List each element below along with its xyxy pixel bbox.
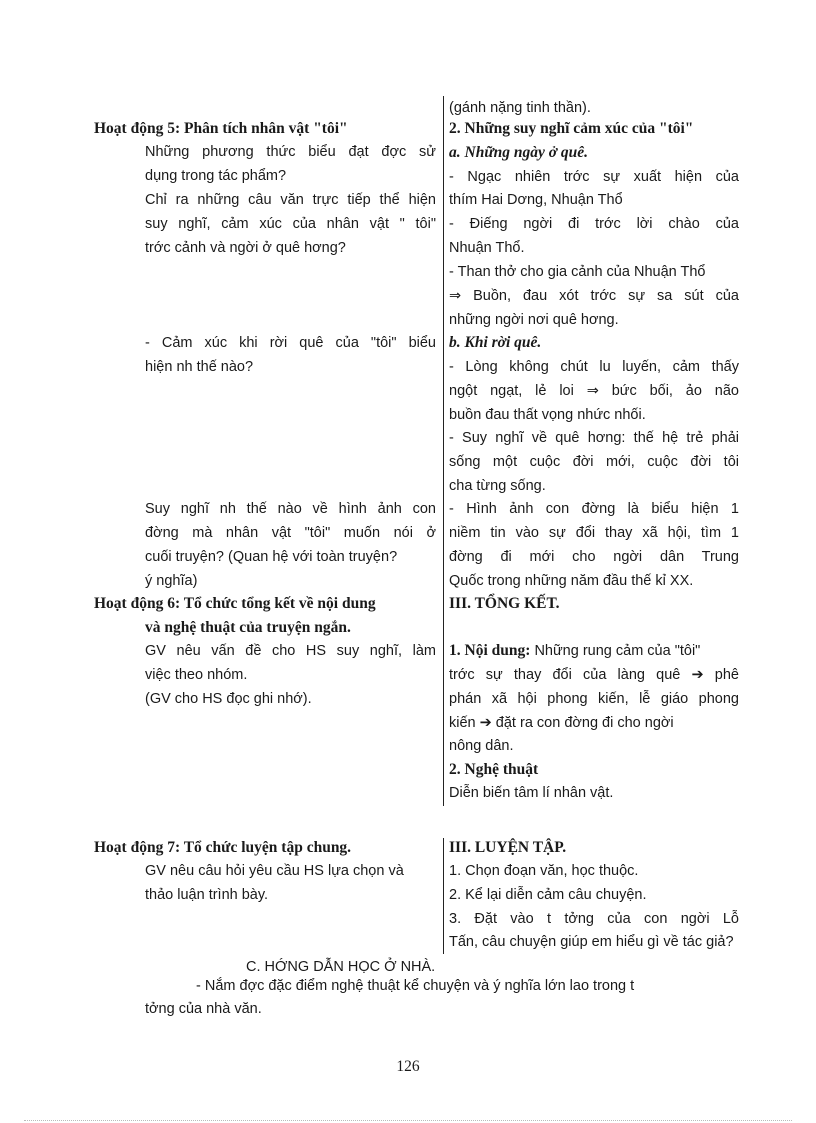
content-line: 2. Kể lại diễn cảm câu chuyện. xyxy=(449,887,647,903)
content-line: thím Hai Dơng, Nhuận Thổ xyxy=(449,192,623,208)
subsection-b-heading: b. Khi rời quê. xyxy=(449,334,542,351)
content-line: - Điếng ngời đi trớc lời chào của xyxy=(449,216,739,232)
content-line: - Hình ảnh con đờng là biểu hiện 1 xyxy=(449,501,739,517)
art-heading: 2. Nghệ thuật xyxy=(449,761,539,778)
content-line: Tấn, câu chuyện giúp em hiểu gì về tác giả? xyxy=(449,934,734,950)
activity-6-heading-a: Hoạt động 6: Tổ chức tổng kết về nội dung xyxy=(94,595,376,612)
activity-5-question-2c: trớc cảnh và ngời ở quê hơng? xyxy=(145,240,346,256)
column-divider-1 xyxy=(443,96,444,806)
activity-5-question-4d: ý nghĩa) xyxy=(145,573,198,589)
activity-5-question-4b: đờng mà nhân vật "tôi" muốn nói ở xyxy=(145,525,436,541)
column-divider-2 xyxy=(443,838,444,954)
bottom-rule xyxy=(24,1120,792,1121)
content-line: 1. Nội dung: Những rung cảm của "tôi" xyxy=(449,642,701,659)
activity-5-heading: Hoạt động 5: Phân tích nhân vật "tôi" xyxy=(94,120,348,137)
section-3-heading: III. TỔNG KẾT. xyxy=(449,595,560,612)
content-line: ⇒ Buồn, đau xót trớc sự sa sút của xyxy=(449,288,739,304)
content-line: niềm tin vào sự đổi thay xã hội, tìm 1 xyxy=(449,525,739,541)
content-line: - Ngạc nhiên trớc sự xuất hiện của xyxy=(449,169,739,185)
content-line: Quốc trong những năm đầu thế kỉ XX. xyxy=(449,573,694,589)
activity-5-question-2a: Chỉ ra những câu văn trực tiếp thể hiện xyxy=(145,192,436,208)
activity-5-question-4a: Suy nghĩ nh thế nào về hình ảnh con xyxy=(145,501,436,517)
content-line: 1. Chọn đoạn văn, học thuộc. xyxy=(449,863,639,879)
content-line: sống một cuộc đời mới, cuộc đời tôi xyxy=(449,454,739,470)
content-line: (gánh nặng tinh thần). xyxy=(449,100,591,116)
page-number: 126 xyxy=(396,1058,420,1075)
activity-5-question-1a: Những phương thức biểu đạt đợc sử xyxy=(145,144,436,160)
content-line: nông dân. xyxy=(449,738,514,754)
content-line: trớc sự thay đổi của làng quê ➔ phê xyxy=(449,667,739,683)
activity-5-question-4c: cuối truyện? (Quan hệ với toàn truyện? xyxy=(145,549,398,565)
content-line: Những rung cảm của "tôi" xyxy=(534,643,701,659)
activity-6-heading-b: và nghệ thuật của truyện ngắn. xyxy=(145,619,351,636)
activity-7-note-b: thảo luận trình bày. xyxy=(145,887,269,903)
activity-5-question-3b: hiện nh thế nào? xyxy=(145,359,254,375)
content-line: cha từng sống. xyxy=(449,478,546,494)
content-line: đờng đi mới cho ngời dân Trung xyxy=(449,549,739,565)
content-line: - Lòng không chút lu luyến, cảm thấy xyxy=(449,359,739,375)
content-line: ngột ngạt, lẻ loi ⇒ bức bối, ảo não xyxy=(449,383,739,399)
content-line: - Than thở cho gia cảnh của Nhuận Thổ xyxy=(449,264,706,280)
activity-6-note-b: việc theo nhóm. xyxy=(145,667,248,683)
content-line: Nhuận Thổ. xyxy=(449,240,525,256)
content-line: Diễn biến tâm lí nhân vật. xyxy=(449,785,614,801)
content-line: kiến ➔ đặt ra con đờng đi cho ngời xyxy=(449,715,674,731)
activity-7-heading: Hoạt động 7: Tổ chức luyện tập chung. xyxy=(94,839,352,856)
activity-6-note-a: GV nêu vấn đề cho HS suy nghĩ, làm xyxy=(145,643,436,659)
content-line: những ngời nơi quê hơng. xyxy=(449,312,619,328)
activity-5-question-1b: dụng trong tác phẩm? xyxy=(145,168,287,184)
activity-7-note-a: GV nêu câu hỏi yêu cầu HS lựa chọn và xyxy=(145,863,404,879)
content-line: - Suy nghĩ về quê hơng: thế hệ trẻ phải xyxy=(449,430,739,446)
section-practice-heading: III. LUYỆN TẬP. xyxy=(449,839,567,856)
content-line: 3. Đặt vào t tởng của con ngời Lỗ xyxy=(449,911,739,927)
activity-5-question-2b: suy nghĩ, cảm xúc của nhân vật " tôi" xyxy=(145,216,436,232)
activity-6-note-c: (GV cho HS đọc ghi nhớ). xyxy=(145,691,312,707)
section-2-heading: 2. Những suy nghĩ cảm xúc của "tôi" xyxy=(449,120,694,137)
subsection-a-heading: a. Những ngày ở quê. xyxy=(449,144,589,161)
section-c-line-2: tởng của nhà văn. xyxy=(145,1001,262,1017)
activity-5-question-3a: - Cảm xúc khi rời quê của "tôi" biểu xyxy=(145,335,436,351)
content-line: buồn đau thất vọng nhức nhối. xyxy=(449,407,646,423)
section-c-heading: C. HỚNG DẪN HỌC Ở NHÀ. xyxy=(246,959,436,975)
section-c-line-1: - Nắm đợc đặc điểm nghệ thuật kể chuyện và ý nghĩa lớn lao trong t xyxy=(196,978,635,994)
content-line: phán xã hội phong kiến, lễ giáo phong xyxy=(449,691,739,707)
